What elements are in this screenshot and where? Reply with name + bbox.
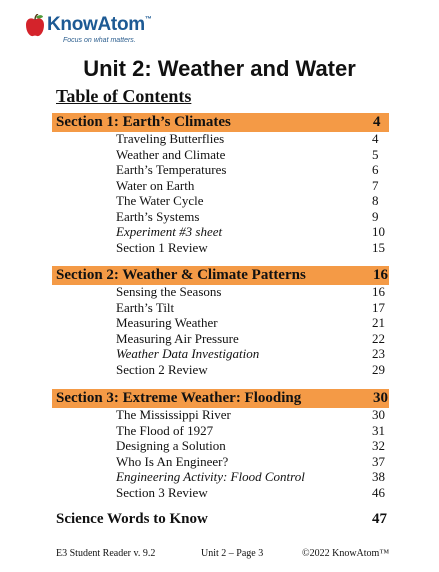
apple-logo-icon [24, 14, 46, 38]
science-words-entry[interactable]: Science Words to Know [56, 511, 208, 527]
toc-entry[interactable]: Engineering Activity: Flood Control [116, 469, 305, 484]
toc-entry[interactable]: Sensing the Seasons [116, 284, 222, 299]
section-title: Section 3: Extreme Weather: Flooding [56, 390, 302, 406]
toc-entry-page: 30 [372, 407, 385, 422]
toc-entry-page: 7 [372, 177, 379, 193]
footer-copyright: ©2022 KnowAtom™ [302, 548, 390, 559]
toc-entry[interactable]: Section 2 Review [116, 361, 208, 377]
section-1-header[interactable] [52, 113, 389, 132]
toc-entry-page: 38 [372, 469, 385, 484]
section-title: Section 1: Earth’s Climates [56, 114, 231, 130]
toc-entry[interactable]: Weather and Climate [116, 146, 226, 162]
toc-entry[interactable]: Experiment #3 sheet [116, 224, 223, 239]
footer-reader-version: E3 Student Reader v. 9.2 [56, 548, 156, 559]
toc-entry[interactable]: Earth’s Systems [116, 208, 200, 224]
section-title: Section 2: Weather & Climate Patterns [56, 267, 306, 283]
toc-entry[interactable]: Weather Data Investigation [116, 346, 260, 361]
toc-entry-page: 6 [372, 162, 379, 177]
toc-entry[interactable]: Water on Earth [116, 177, 195, 193]
toc-entry[interactable]: Traveling Butterflies [116, 131, 225, 146]
toc-entry[interactable]: Who Is An Engineer? [116, 453, 229, 469]
toc-entry-page: 17 [372, 299, 385, 315]
toc-entry[interactable]: The Mississippi River [116, 407, 231, 422]
toc-entry-page: 37 [372, 453, 385, 469]
toc-entry[interactable]: Measuring Weather [116, 315, 218, 330]
toc-entry-page: 46 [372, 484, 385, 500]
section-page: 16 [373, 267, 388, 283]
toc-entry-page: 16 [372, 284, 385, 299]
page-title: Unit 2: Weather and Water [83, 56, 356, 81]
toc-heading: Table of Contents [56, 86, 192, 106]
toc-entry-page: 10 [372, 224, 385, 239]
toc-entry[interactable]: Section 1 Review [116, 239, 208, 255]
toc-entry[interactable]: Measuring Air Pressure [116, 330, 239, 346]
section-page: 30 [373, 390, 388, 406]
footer-page-number: Unit 2 – Page 3 [201, 548, 264, 559]
toc-entry-page: 29 [372, 361, 385, 377]
science-words-page: 47 [372, 511, 387, 527]
knowatom-logo [22, 12, 162, 48]
toc-entry[interactable]: Section 3 Review [116, 484, 208, 500]
toc-entry-page: 21 [372, 315, 385, 330]
toc-entry-page: 22 [372, 330, 385, 346]
section-page: 4 [373, 114, 381, 130]
toc-entry-page: 9 [372, 208, 379, 224]
toc-entry-page: 8 [372, 193, 379, 208]
section-3-header[interactable] [52, 389, 389, 408]
toc-entry-page: 4 [372, 131, 379, 146]
toc-entry[interactable]: Earth’s Tilt [116, 299, 175, 315]
toc-entry[interactable]: Designing a Solution [116, 438, 226, 453]
toc-entry[interactable]: Earth’s Temperatures [116, 162, 227, 177]
toc-entry-page: 15 [372, 239, 385, 255]
toc-entry-page: 5 [372, 146, 379, 162]
toc-entry[interactable]: The Water Cycle [116, 193, 204, 208]
section-2-header[interactable] [52, 266, 389, 285]
toc-entry-page: 23 [372, 346, 385, 361]
logo-tagline: Focus on what matters. [63, 37, 136, 44]
toc-entry-page: 31 [372, 422, 385, 438]
toc-entry-page: 32 [372, 438, 385, 453]
logo-wordmark: KnowAtom™ [47, 14, 152, 35]
toc-entry[interactable]: The Flood of 1927 [116, 422, 214, 438]
